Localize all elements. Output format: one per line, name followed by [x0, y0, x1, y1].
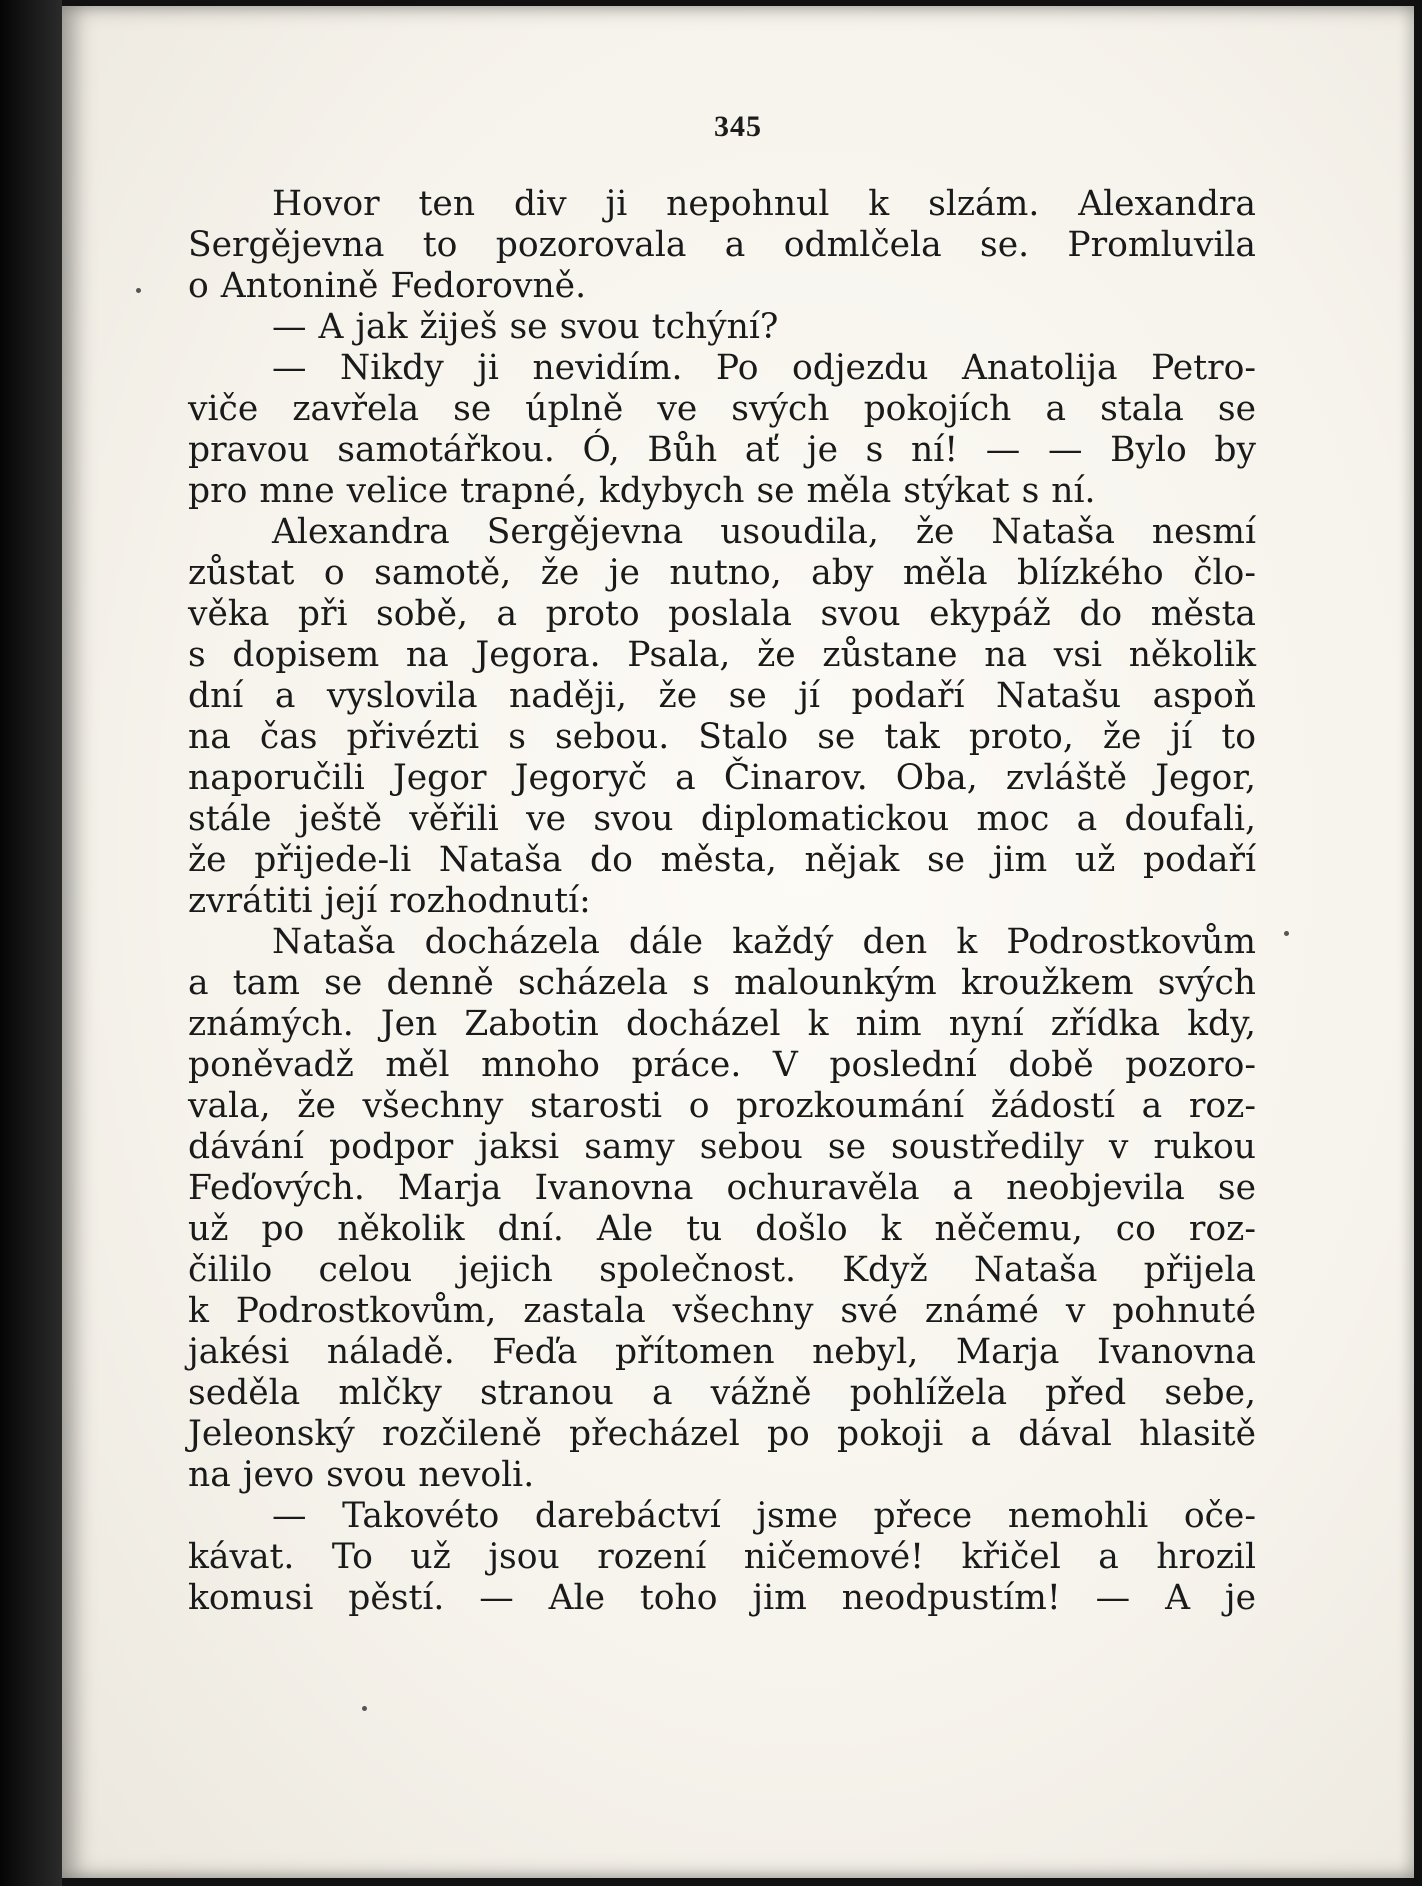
text-line: vala, že všechny starosti o prozkoumání žádostí a roz- [188, 1086, 1256, 1126]
text-line: Alexandra Sergějevna usoudila, že Nataša nesmí [272, 512, 1256, 552]
scan-speck [136, 288, 141, 293]
text-line: komusi pěstí. — Ale toho jim neodpustím! — A je [188, 1578, 1256, 1618]
text-line: známých. Jen Zabotin docházel k nim nyní zřídka kdy, [188, 1004, 1256, 1044]
text-line: naporučili Jegor Jegoryč a Činarov. Oba, zvláště Jegor, [188, 758, 1256, 798]
text-line: dávání podpor jaksi samy sebou se soustředily v rukou [188, 1127, 1256, 1167]
text-line: Jeleonský rozčileně přecházel po pokoji a dával hlasitě [188, 1414, 1256, 1454]
text-line: dní a vyslovila naději, že se jí podaří Natašu aspoň [188, 676, 1256, 716]
text-line: a tam se denně scházela s malounkým kroužkem svých [188, 963, 1256, 1003]
text-line: — Takovéto darebáctví jsme přece nemohli oče- [272, 1496, 1256, 1536]
book-page [62, 6, 1414, 1878]
scan-speck [1284, 931, 1289, 936]
text-line: že přijede-li Nataša do města, nějak se jim už podaří [188, 840, 1256, 880]
text-line: Hovor ten div ji nepohnul k slzám. Alexandra [272, 184, 1256, 224]
text-line: Feďových. Marja Ivanovna ochuravěla a neobjevila se [188, 1168, 1256, 1208]
text-line: jakési náladě. Feďa přítomen nebyl, Marja Ivanovna [188, 1332, 1256, 1372]
text-line: kávat. To už jsou rození ničemové! křičel a hrozil [188, 1537, 1256, 1577]
text-line: — A jak žiješ se svou tchýní? [272, 307, 779, 347]
text-line: pravou samotářkou. Ó, Bůh ať je s ní! — — Bylo by [188, 430, 1256, 470]
scan-speck [362, 1706, 367, 1711]
text-line: k Podrostkovům, zastala všechny své známé v pohnuté [188, 1291, 1256, 1331]
text-line: na čas přivézti s sebou. Stalo se tak proto, že jí to [188, 717, 1256, 757]
page-number: 345 [714, 110, 762, 143]
text-line: poněvadž měl mnoho práce. V poslední době pozoro- [188, 1045, 1256, 1085]
body-text [188, 184, 1256, 1619]
text-line: Sergějevna to pozorovala a odmlčela se. Promluvila [188, 225, 1256, 265]
text-line: pro mne velice trapné, kdybych se měla stýkat s ní. [188, 471, 1096, 511]
book-spine-shadow [0, 0, 62, 1886]
text-line: čililo celou jejich společnost. Když Nataša přijela [188, 1250, 1256, 1290]
text-line: zvrátiti její rozhodnutí: [188, 881, 591, 921]
text-line: na jevo svou nevoli. [188, 1455, 535, 1495]
text-line: stále ještě věřili ve svou diplomatickou moc a doufali, [188, 799, 1256, 839]
text-line: Nataša docházela dále každý den k Podrostkovům [272, 922, 1256, 962]
text-line: — Nikdy ji nevidím. Po odjezdu Anatolija Petro- [272, 348, 1256, 388]
text-line: s dopisem na Jegora. Psala, že zůstane na vsi několik [188, 635, 1256, 675]
text-line: seděla mlčky stranou a vážně pohlížela před sebe, [188, 1373, 1256, 1413]
text-line: viče zavřela se úplně ve svých pokojích a stala se [188, 389, 1256, 429]
text-line: věka při sobě, a proto poslala svou ekypáž do města [188, 594, 1256, 634]
text-line: o Antonině Fedorovně. [188, 266, 587, 306]
text-line: zůstat o samotě, že je nutno, aby měla blízkého člo- [188, 553, 1256, 593]
text-line: už po několik dní. Ale tu došlo k něčemu, co roz- [188, 1209, 1256, 1249]
